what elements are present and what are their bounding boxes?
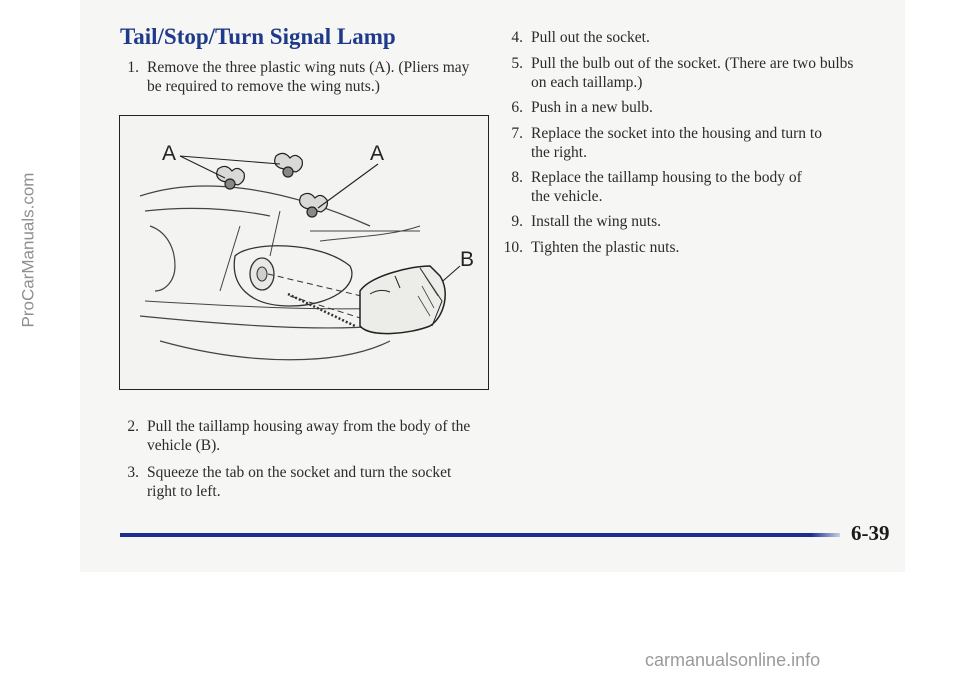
step-text: Pull the bulb out of the socket. (There are two bulbs: [531, 55, 854, 72]
step-text: Replace the taillamp housing to the body of: [531, 169, 802, 186]
side-watermark: [13, 120, 43, 380]
footer-watermark: carmanualsonline.info: [645, 650, 821, 670]
step-text: Pull the taillamp housing away from the body of the: [147, 418, 471, 435]
step-3: [119, 463, 527, 501]
step-5: [503, 54, 931, 92]
page-number: 6-39: [851, 521, 890, 545]
step-9: [503, 212, 931, 231]
callout-a-left: A: [162, 142, 177, 165]
step-number: 6.: [511, 99, 523, 116]
step-number: 9.: [511, 213, 523, 230]
taillamp-diagram: [119, 115, 489, 390]
step-number: 10.: [503, 239, 523, 256]
section-title: Tail/Stop/Turn Signal Lamp: [120, 24, 396, 49]
step-text: Push in a new bulb.: [531, 99, 653, 116]
step-number: 7.: [511, 125, 523, 142]
watermark-text: ProCarManuals.com: [18, 172, 38, 328]
step-7: [503, 124, 931, 162]
step-text: Tighten the plastic nuts.: [531, 239, 680, 256]
step-text-cont: the right.: [531, 144, 587, 161]
step-1: [119, 58, 527, 96]
step-number: 8.: [511, 169, 523, 186]
step-text-cont: the vehicle.: [531, 188, 603, 205]
callout-b: B: [460, 248, 475, 271]
footer-rule: [120, 533, 840, 537]
step-text: Pull out the socket.: [531, 29, 650, 46]
step-number: 4.: [511, 29, 523, 46]
step-8: [503, 168, 931, 206]
step-2: [119, 417, 527, 455]
callout-a-right: A: [370, 142, 385, 165]
step-number: 1.: [127, 59, 139, 76]
step-text-cont: be required to remove the wing nuts.): [147, 78, 380, 95]
step-text: Squeeze the tab on the socket and turn the socket: [147, 464, 452, 481]
step-number: 5.: [511, 55, 523, 72]
step-text: Remove the three plastic wing nuts (A). (Pliers may: [147, 59, 470, 76]
taillamp-illustration: [120, 116, 487, 388]
step-number: 2.: [127, 418, 139, 435]
step-text: Install the wing nuts.: [531, 213, 662, 230]
step-number: 3.: [127, 464, 139, 481]
step-6: [503, 98, 931, 117]
step-4: [503, 28, 931, 47]
step-10: [503, 238, 931, 257]
step-text: Replace the socket into the housing and turn to: [531, 125, 822, 142]
step-text-cont: vehicle (B).: [147, 437, 221, 454]
step-text-cont: right to left.: [147, 483, 221, 500]
step-text-cont: on each taillamp.): [531, 74, 643, 91]
